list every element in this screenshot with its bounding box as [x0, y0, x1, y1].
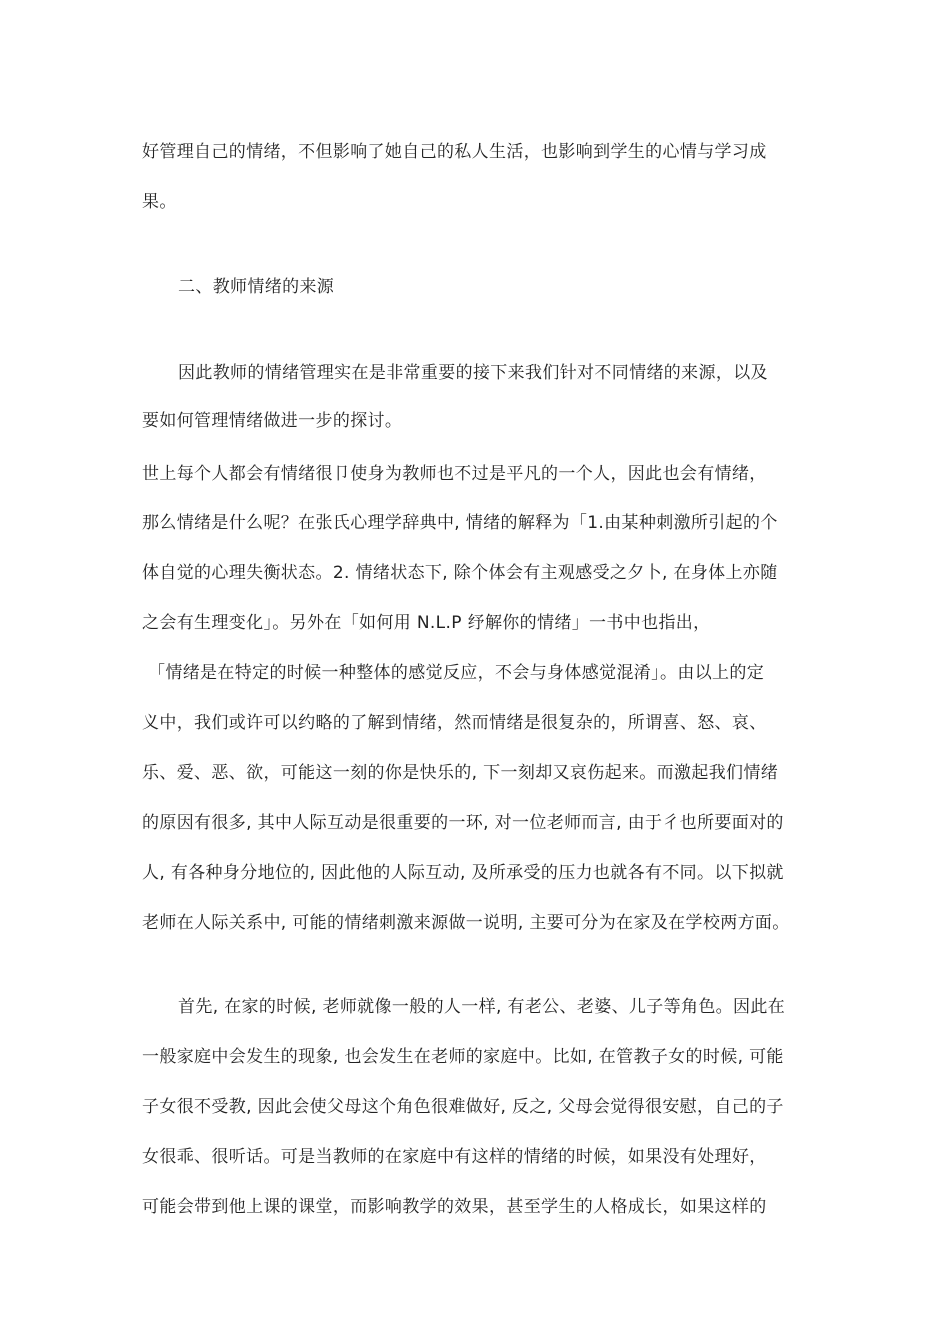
- text-line: 要如何管理情绪做进一步的探讨。: [142, 411, 403, 431]
- text-line: 世上每个人都会有情绪很卩使身为教师也不过是平凡的一个人，因此也会有情绪，: [142, 464, 767, 484]
- text-line: 乐、爱、恶、欲，可能这一刻的你是快乐的, 下一刻却又哀伤起来。而激起我们情绪: [142, 763, 779, 783]
- text-line: 的原因有很多, 其中人际互动是很重要的一环, 对一位老师而言, 由于彳也所要面对的: [142, 813, 784, 833]
- text-line: 老师在人际关系中, 可能的情绪刺激来源做一说明, 主要可分为在家及在学校两方面。: [142, 913, 790, 933]
- text-line: 女很乖、很听话。可是当教师的在家庭中有这样的情绪的时候，如果没有处理好，: [142, 1147, 767, 1167]
- text-line: 好管理自己的情绪，不但影响了她自己的私人生活，也影响到学生的心情与学习成: [142, 142, 767, 162]
- text-line: 果。: [142, 192, 177, 212]
- text-line: 一般家庭中会发生的现象, 也会发生在老师的家庭中。比如, 在管教子女的时候, 可能: [142, 1047, 784, 1067]
- text-line: 子女很不受教, 因此会使父母这个角色很难做好, 反之, 父母会觉得很安慰，自己的子: [142, 1097, 784, 1117]
- text-line: 体自觉的心理失衡状态。2. 情绪状态下, 除个体会有主观感受之夕卜, 在身体上亦随: [142, 563, 778, 583]
- text-line: 义中，我们或许可以约略的了解到情绪，然而情绪是很复杂的，所谓喜、怒、哀、: [142, 713, 767, 733]
- text-line: 「情绪是在特定的时候一种整体的感觉反应，不会与身体感觉混淆」。由以上的定: [148, 663, 765, 683]
- section-heading: 二、教师情绪的来源: [178, 277, 335, 297]
- text-line: 人, 有各种身分地位的, 因此他的人际互动, 及所承受的压力也就各有不同。以下拟就: [142, 863, 784, 883]
- text-line: 之会有生理变化」。另外在「如何用 N.L.P 纾解你的情绪」一书中也指出，: [142, 613, 711, 633]
- text-line: 首先, 在家的时候, 老师就像一般的人一样, 有老公、老婆、儿子等角色。因此在: [178, 997, 786, 1017]
- text-line: 可能会带到他上课的课堂，而影响教学的效果，甚至学生的人格成长，如果这样的: [142, 1197, 767, 1217]
- text-line: 那么情绪是什么呢？在张氏心理学辞典中, 情绪的解释为「1.由某种刺激所引起的个: [142, 513, 778, 533]
- text-line: 因此教师的情绪管理实在是非常重要的接下来我们针对不同情绪的来源，以及: [178, 363, 768, 383]
